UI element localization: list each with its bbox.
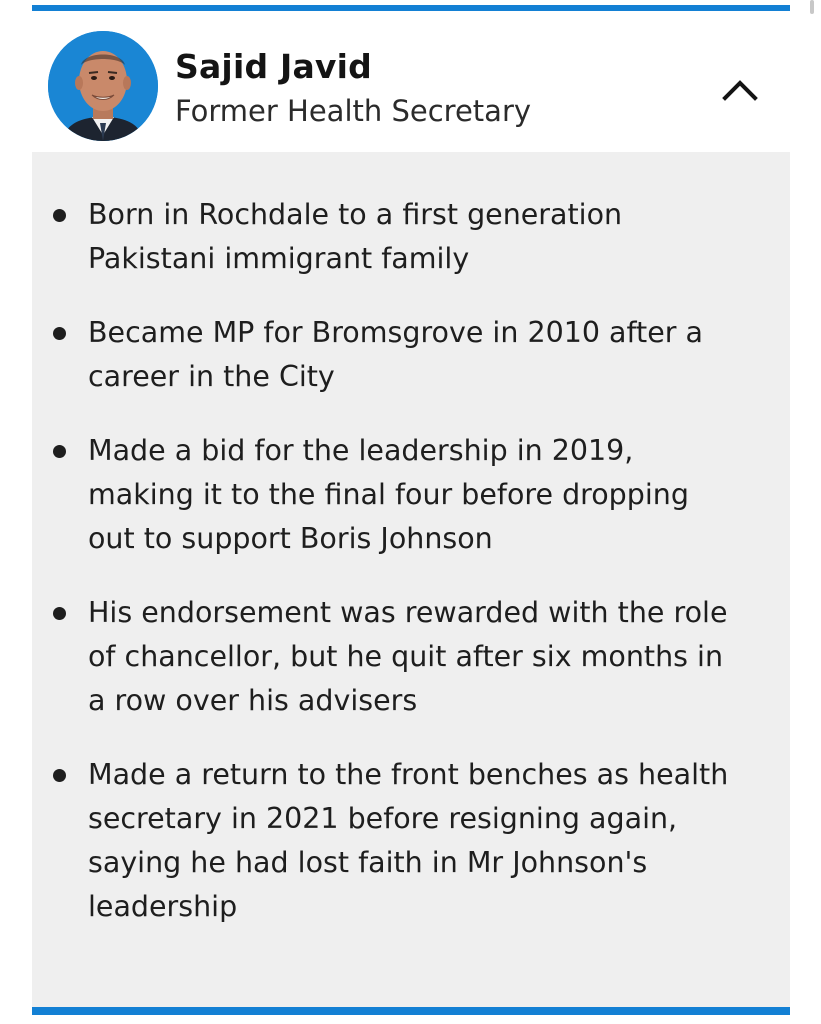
bullet-icon [53, 607, 66, 620]
profile-card [32, 5, 790, 1017]
avatar [48, 31, 158, 141]
list-item [32, 429, 790, 561]
facts-list [32, 193, 790, 959]
fact-text: His endorsement was rewarded with the role of chancellor, but he quit after six months in a row over his advisers [88, 596, 728, 717]
profile-role: Former Health Secretary [175, 94, 532, 128]
portrait-photo [48, 31, 158, 141]
chevron-up-icon [718, 71, 762, 107]
bullet-icon [53, 445, 66, 458]
profile-name: Sajid Javid [175, 47, 372, 86]
list-item [32, 591, 790, 723]
bullet-icon [53, 209, 66, 222]
bullet-icon [53, 769, 66, 782]
collapse-toggle-button[interactable] [718, 71, 762, 107]
bullet-icon [53, 327, 66, 340]
fact-text: Made a bid for the leadership in 2019, making it to the final four before dropping out to support Boris Johnson [88, 434, 689, 555]
list-item [32, 311, 790, 399]
fact-text: Born in Rochdale to a first generation Pakistani immigrant family [88, 198, 623, 275]
bottom-accent-bar [32, 1007, 790, 1015]
scrollbar[interactable] [810, 0, 814, 14]
profile-header[interactable] [32, 11, 790, 152]
fact-text: Made a return to the front benches as health secretary in 2021 before resigning again, saying he had lost faith in Mr Johnson's leadership [88, 758, 729, 923]
list-item [32, 753, 790, 929]
list-item [32, 193, 790, 281]
facts-panel [32, 152, 790, 1007]
fact-text: Became MP for Bromsgrove in 2010 after a career in the City [88, 316, 704, 393]
